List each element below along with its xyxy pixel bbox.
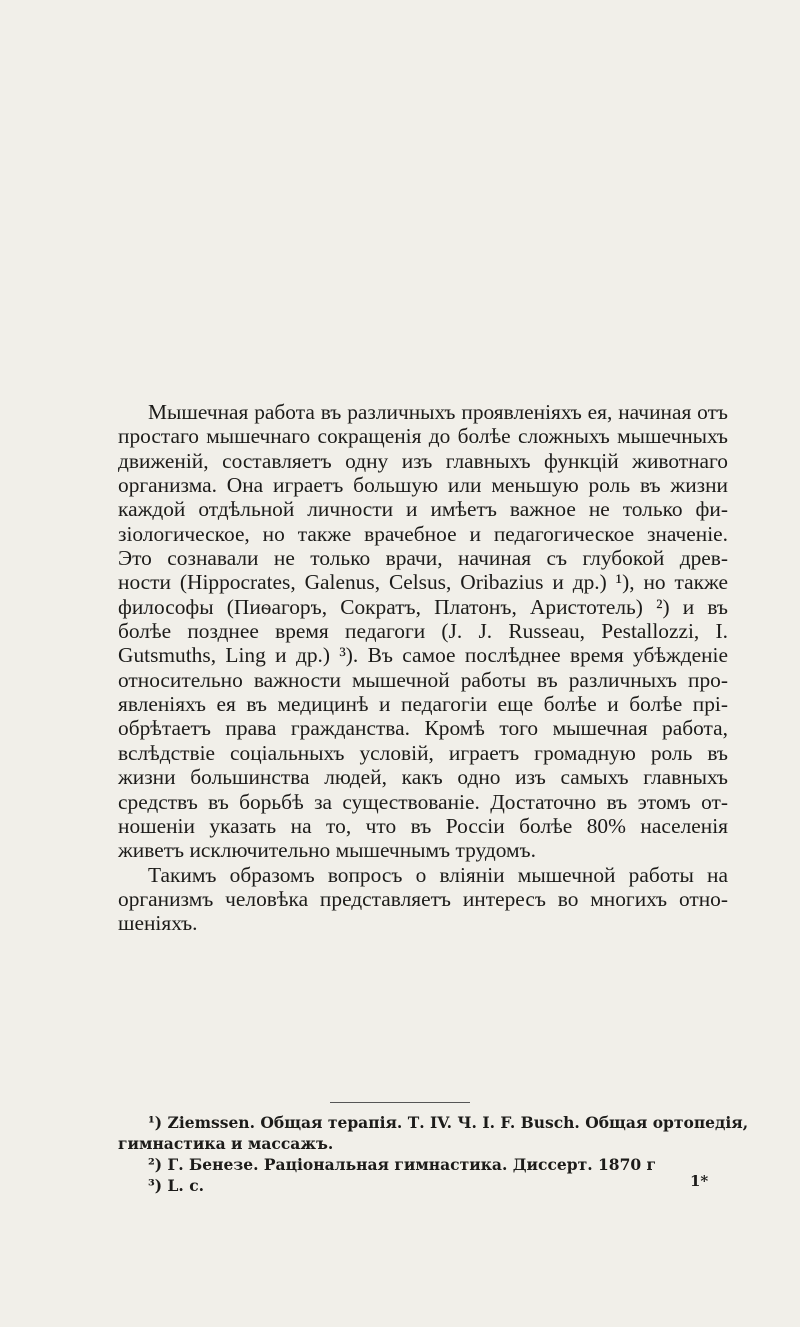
footnote-line: [118, 1112, 749, 1133]
text-line: шеніяхъ.: [118, 911, 198, 936]
footnote-text: Ziemssen. Общая терапія. Т. IV. Ч. I. F. Busch. Общая ортопедія,: [167, 1113, 749, 1132]
text-line: простаго мышечнаго сокращенія до болѣе сложныхъ мышечныхъ: [118, 424, 728, 449]
text-line: средствъ въ борьбѣ за существованіе. Достаточно въ этомъ от-: [118, 789, 728, 814]
footnote-text: L. c.: [167, 1176, 205, 1195]
paragraph-2: [118, 863, 728, 936]
text-line: обрѣтаетъ права гражданства. Кромѣ того мышечная работа,: [118, 716, 728, 741]
text-line: философы (Пиѳагоръ, Сократъ, Платонъ, Аристотель) ²) и въ: [118, 594, 728, 619]
footnote-2: [118, 1154, 728, 1175]
text-line: Такимъ образомъ вопросъ о вліяніи мышечной работы на: [148, 862, 728, 887]
text-line: организмъ человѣка представляетъ интересъ во многихъ отно-: [118, 886, 728, 911]
footnote-separator: [330, 1102, 470, 1103]
text-line: Мышечная работа въ различныхъ проявленіяхъ ея, начиная отъ: [148, 400, 728, 424]
footnotes: [118, 1112, 749, 1196]
footnote-3: [118, 1175, 728, 1196]
footnote-mark: ²): [148, 1155, 163, 1174]
footnote-text: Г. Бенезе. Раціональная гимнастика. Диссерт. 1870 г: [167, 1155, 657, 1174]
text-line: Gutsmuths, Ling и др.) ³). Въ самое послѣднее время убѣжденіе: [118, 643, 728, 668]
footnote-line: гимнастика и массажъ.: [118, 1134, 334, 1153]
paragraph-1: [118, 400, 728, 863]
footnote-line: [118, 1175, 728, 1196]
body-text: [118, 400, 728, 936]
text-line: ношеніи указать на то, что въ Россіи болѣе 80% населенія: [118, 813, 728, 838]
text-line: Это сознавали не только врачи, начиная съ глубокой древ-: [118, 546, 728, 571]
footnote-mark: ³): [148, 1176, 163, 1195]
footnote-line: [118, 1154, 728, 1175]
text-line: живетъ исключительно мышечнымъ трудомъ.: [118, 838, 536, 863]
text-line: жизни большинства людей, какъ одно изъ самыхъ главныхъ: [118, 765, 728, 790]
text-line: болѣе позднее время педагоги (J. J. Russeau, Pestallozzi, I.: [118, 619, 728, 644]
text-line: зіологическое, но также врачебное и педагогическое значеніе.: [118, 521, 728, 546]
text-line: ности (Hippocrates, Galenus, Celsus, Oribazius и др.) ¹), но также: [118, 570, 728, 595]
footnote-1: [118, 1112, 749, 1154]
text-line: явленіяхъ ея въ медицинѣ и педагогіи еще болѣе и болѣе прі-: [118, 692, 728, 717]
text-line: движеній, составляетъ одну изъ главныхъ функцій животнаго: [118, 448, 728, 473]
text-line: каждой отдѣльной личности и имѣетъ важное не только фи-: [118, 497, 728, 522]
text-line: относительно важности мышечной работы въ различныхъ про-: [118, 667, 728, 692]
text-line: вслѣдствіе соціальныхъ условій, играетъ громадную роль въ: [118, 740, 728, 765]
signature-mark: 1*: [690, 1172, 709, 1190]
footnote-mark: ¹): [148, 1113, 163, 1132]
text-line: организма. Она играетъ большую или меньшую роль въ жизни: [118, 473, 728, 498]
